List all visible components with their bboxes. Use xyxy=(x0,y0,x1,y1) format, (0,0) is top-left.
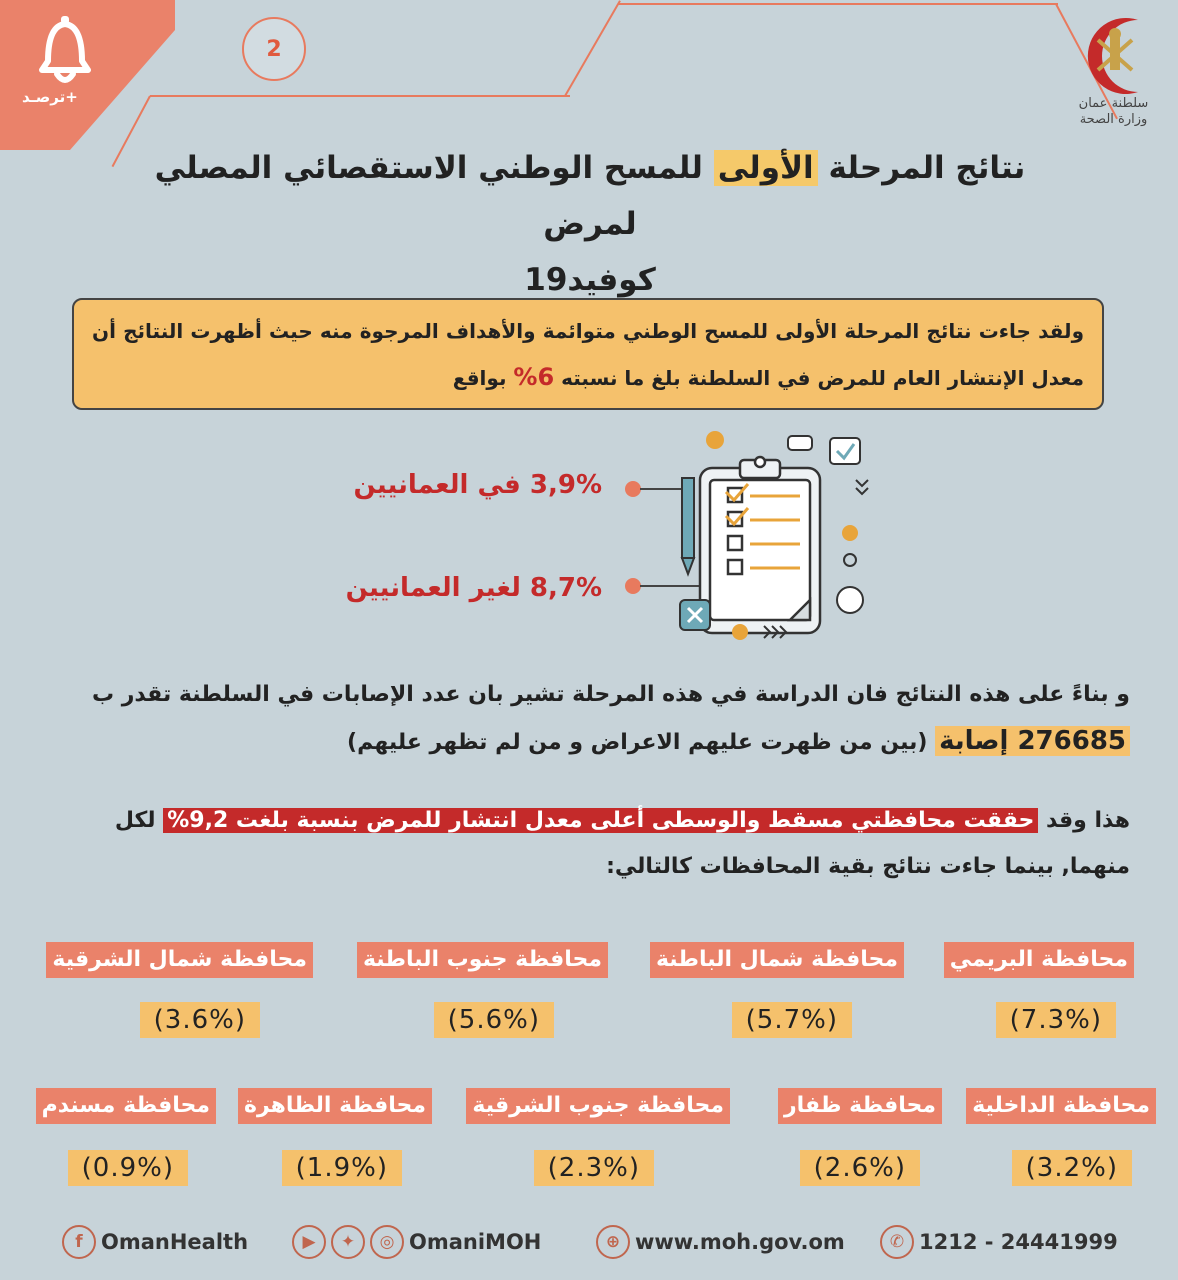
footer-website[interactable]: ⊕ www.moh.gov.om xyxy=(596,1222,845,1262)
footer-facebook[interactable]: f OmanHealth xyxy=(62,1222,248,1262)
title-highlight: الأولى xyxy=(714,150,818,186)
instagram-icon: ◎ xyxy=(370,1225,404,1259)
gov-name: محافظة ظفار xyxy=(778,1088,942,1124)
clipboard-checklist-icon xyxy=(660,428,890,650)
gov-value: (0.9%) xyxy=(68,1150,188,1186)
globe-icon: ⊕ xyxy=(596,1225,630,1259)
gov-name: محافظة الظاهرة xyxy=(238,1088,432,1124)
logo-text: سلطنة عمان وزارة الصحة xyxy=(1078,96,1149,127)
youtube-icon: ▶ xyxy=(292,1225,326,1259)
gov-value: (3.2%) xyxy=(1012,1150,1132,1186)
decor-line xyxy=(618,3,1058,5)
gov-name: محافظة جنوب الباطنة xyxy=(357,942,608,978)
gov-name: محافظة البريمي xyxy=(944,942,1134,978)
gov-value: (2.6%) xyxy=(800,1150,920,1186)
highest-highlight: حققت محافظتي مسقط والوسطى أعلى معدل انتشار للمرض بنسبة بلغت 9,2% xyxy=(163,808,1038,833)
footer-phone[interactable]: ✆ 1212 - 24441999 xyxy=(880,1222,1118,1262)
gov-name: محافظة شمال الباطنة xyxy=(650,942,904,978)
gov-value: (5.6%) xyxy=(434,1002,554,1038)
facebook-icon: f xyxy=(62,1225,96,1259)
stat-non-omani: 8,7% لغير العمانيين xyxy=(345,573,602,603)
decor-line xyxy=(150,95,570,97)
gov-name: محافظة جنوب الشرقية xyxy=(466,1088,730,1124)
decor-line xyxy=(564,0,621,96)
twitter-icon: ✦ xyxy=(331,1225,365,1259)
bell-icon xyxy=(38,16,92,86)
stat-dot xyxy=(625,578,641,594)
gov-value: (3.6%) xyxy=(140,1002,260,1038)
gov-value: (1.9%) xyxy=(282,1150,402,1186)
highest-paragraph: هذا وقد حققت محافظتي مسقط والوسطى أعلى معدل انتشار للمرض بنسبة بلغت 9,2% لكل منهما, بينما جاءت نتائج بقية المحافظات كالتالي: xyxy=(114,808,1130,879)
page-number: 2 xyxy=(242,17,306,81)
footer-social[interactable]: ▶ ✦ ◎ OmaniMOH xyxy=(292,1222,541,1262)
gov-name: محافظة شمال الشرقية xyxy=(46,942,313,978)
page-title: نتائج المرحلة الأولى للمسح الوطني الاستقصائي المصلي لمرض كوفيد19 xyxy=(154,150,1026,298)
intro-box: ولقد جاءت نتائج المرحلة الأولى للمسح الوطني متوائمة والأهداف المرجوة منه حيث أظهرت النتائج أن معدل الإنتشار العام للمرض في السلطنة بلغ ما نسبته 6% بواقع xyxy=(72,298,1104,410)
gov-value: (2.3%) xyxy=(534,1150,654,1186)
gov-name: محافظة الداخلية xyxy=(966,1088,1156,1124)
gov-name: محافظة مسندم xyxy=(36,1088,216,1124)
stat-dot xyxy=(625,481,641,497)
gov-value: (7.3%) xyxy=(996,1002,1116,1038)
badge-label: ترصـد+ xyxy=(22,88,78,106)
gov-value: (5.7%) xyxy=(732,1002,852,1038)
phone-icon: ✆ xyxy=(880,1225,914,1259)
stat-omani: 3,9% في العمانيين xyxy=(353,470,602,500)
overall-rate: 6% xyxy=(513,363,555,391)
cases-count: 276685 إصابة xyxy=(935,726,1130,756)
cases-paragraph: و بناءً على هذه النتائج فان الدراسة في هذه المرحلة تشير بان عدد الإصابات في السلطنة تقدر ب 276685 إصابة (بين من ظهرت عليهم الاعراض و من لم تظهر عليهم) xyxy=(91,682,1130,756)
